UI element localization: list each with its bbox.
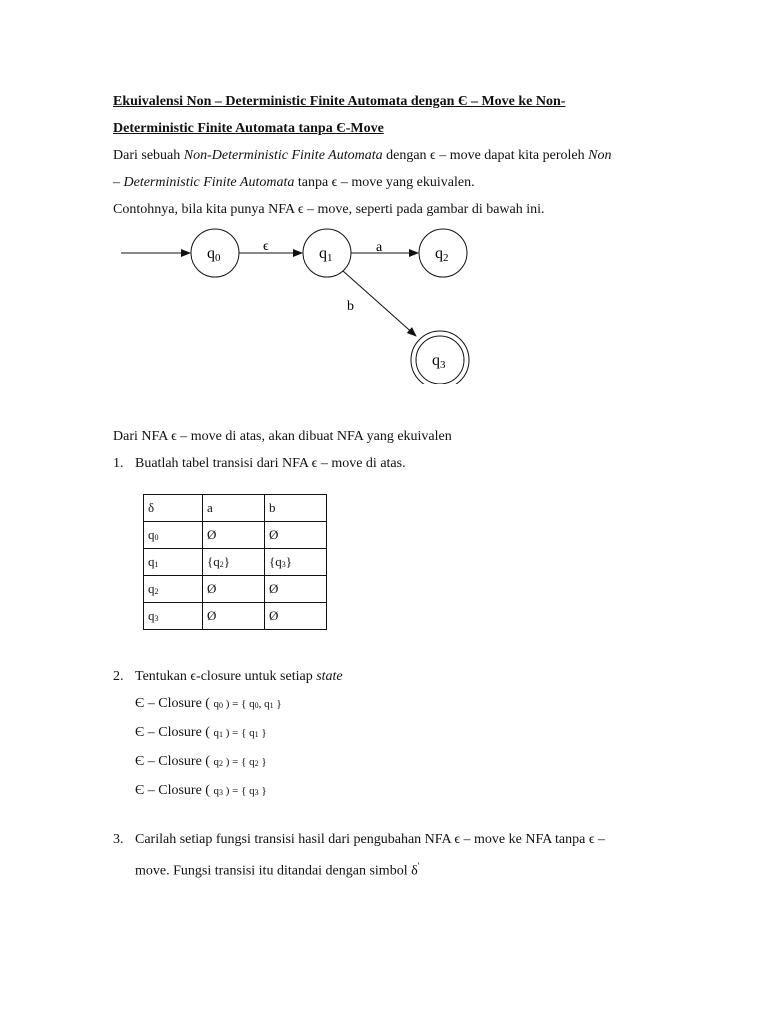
table-cell: Ø [203,576,265,603]
step-2-body [135,663,655,806]
state-q2 [419,229,467,277]
table-cell: {q3} [265,549,327,576]
heading-line-2: Deterministic Finite Automata tanpa Є-Move [113,121,384,136]
text-block-top [113,88,655,223]
intro-paragraph-2 [113,169,655,196]
table-cell-state: q0 [144,522,203,549]
table-cell: Ø [203,522,265,549]
table-header-cell: δ [144,495,203,522]
nfa-diagram [113,224,513,384]
transition-table [143,494,327,630]
intro-text: tanpa ϵ – move yang ekuivalen. [294,175,475,190]
step-3-body [135,826,655,885]
closure-line-q1: Є – Closure ( q1 ) = { q1 } [135,725,267,740]
step-3-line-1: Carilah setiap fungsi transisi hasil dari pengubahan NFA ϵ – move ke NFA tanpa ϵ – [135,832,606,847]
step-1 [113,450,655,477]
state-q1 [303,229,351,277]
closure-line-q3: Є – Closure ( q3 ) = { q3 } [135,783,267,798]
table-cell-state: q2 [144,576,203,603]
intro-italic: Non [588,148,612,163]
table-row [144,576,327,603]
intro-italic: – Deterministic Finite Automata [113,175,295,190]
after-diagram-sentence: Dari NFA ϵ – move di atas, akan dibuat NFA yang ekuivalen [113,429,452,444]
intro-italic: Non-Deterministic Finite Automata [183,148,383,163]
table-row [144,603,327,630]
table-row [144,522,327,549]
edge-label-epsilon: ϵ [263,239,269,254]
closure-line-q2: Є – Closure ( q2 ) = { q2 } [135,754,267,769]
state-q3-accepting [411,331,469,384]
closure-line-q0: Є – Closure ( q0 ) = { q0, q1 } [135,696,282,711]
table-header-cell: b [265,495,327,522]
heading-line-1: Ekuivalensi Non – Deterministic Finite Automata dengan Є – Move ke Non- [113,94,566,109]
table-cell-state: q1 [144,549,203,576]
step-2-text: Tentukan ϵ-closure untuk setiap state [135,669,343,684]
edge-label-a: a [376,240,383,255]
after-diagram-text [113,423,655,450]
step-1-text: Buatlah tabel transisi dari NFA ϵ – move di atas. [135,456,406,471]
table-cell-state: q3 [144,603,203,630]
edge-label-b: b [347,299,354,314]
step-3 [113,826,655,880]
state-q0 [191,229,239,277]
table-cell: {q2} [203,549,265,576]
step-3-line-2: move. Fungsi transisi itu ditandai dengan simbol δ' [135,861,420,879]
step-2 [113,663,655,798]
table-cell: Ø [265,522,327,549]
table-row [144,549,327,576]
intro-text: Dari sebuah [113,148,184,163]
table-header-row [144,495,327,522]
step-1-number: 1. [113,456,124,471]
state-q1-label: q1 [319,245,333,264]
table-cell: Ø [265,603,327,630]
intro-paragraph-3: Contohnya, bila kita punya NFA ϵ – move, seperti pada gambar di bawah ini. [113,202,545,217]
table-cell: Ø [203,603,265,630]
state-q0-label: q0 [207,245,221,264]
intro-paragraph-1 [113,142,655,169]
step-2-number: 2. [113,669,124,684]
table-header-cell: a [203,495,265,522]
table-cell: Ø [265,576,327,603]
state-q3-label: q3 [432,352,446,371]
intro-text: dengan ϵ – move dapat kita peroleh [382,148,589,163]
state-q2-label: q2 [435,245,449,264]
step-3-number: 3. [113,832,124,847]
